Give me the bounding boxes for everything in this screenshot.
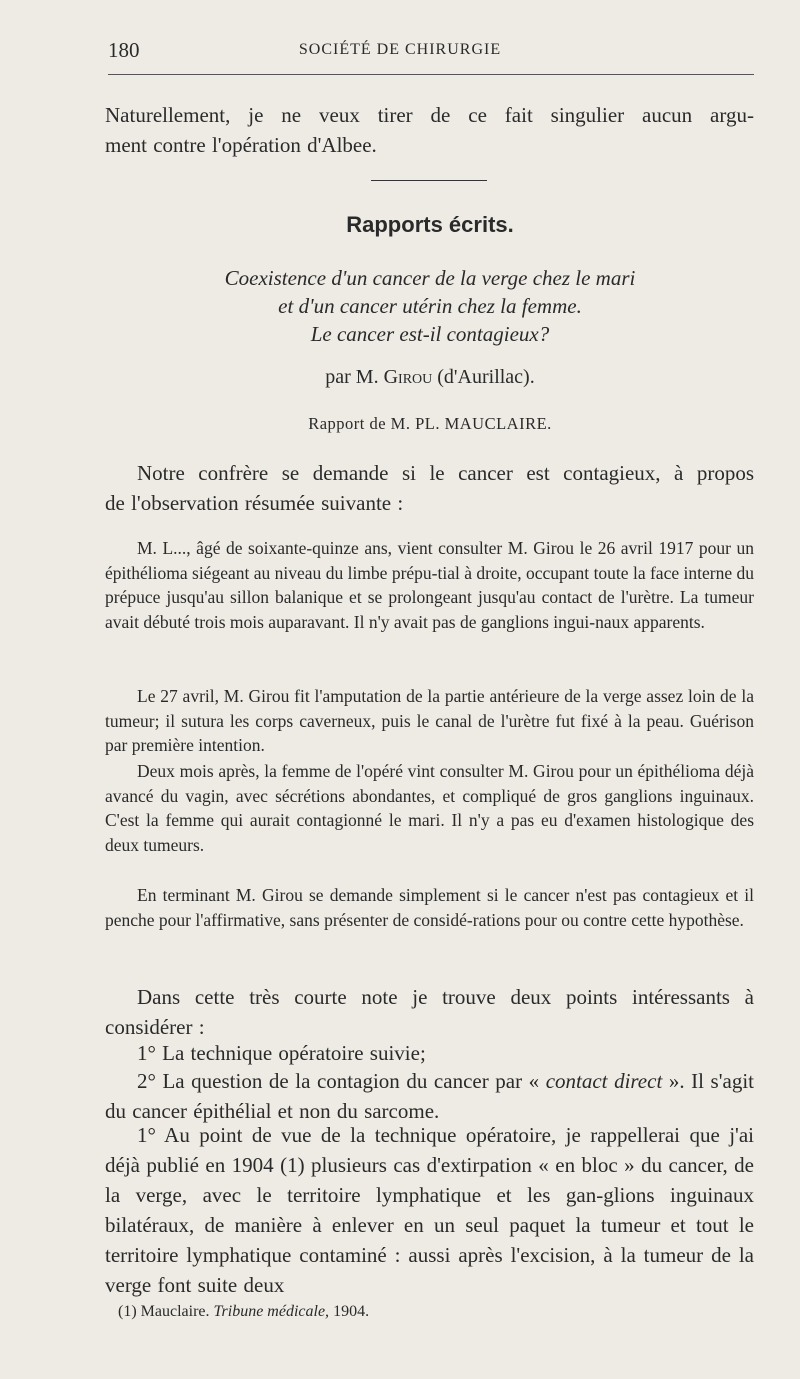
running-title: SOCIÉTÉ DE CHIRURGIE	[298, 41, 502, 58]
item-2-emphasis: contact direct	[545, 1069, 663, 1093]
lead-line-2: de l'observation résumée suivante :	[105, 491, 404, 515]
intro-line-1: Naturellement, je ne veux tirer de ce fait singulier aucun argu-	[105, 103, 754, 127]
item-2-before: 2° La question de la contagion du cancer par «	[137, 1069, 546, 1093]
discussion-item-2	[105, 1066, 754, 1126]
discussion-item-1: 1° La technique opératoire suivie;	[137, 1041, 426, 1065]
intro-line-2: ment contre l'opération d'Albee.	[105, 133, 377, 157]
running-head	[0, 38, 800, 68]
discussion-paragraph-1: Dans cette très courte note je trouve deux points intéressants à considérer :	[105, 985, 754, 1039]
observation-paragraph-4: En terminant M. Girou se demande simplement si le cancer n'est pas contagieux et il penche pour l'affirmative, sans présenter de considé-rations pour ou contre cette hypothèse.	[105, 885, 754, 930]
footnote	[118, 1303, 369, 1321]
footnote-year: 1904.	[333, 1303, 370, 1320]
article-title	[0, 264, 800, 348]
page-number: 180	[108, 38, 140, 62]
lead-line-1: Notre confrère se demande si le cancer est contagieux, à propos	[137, 461, 754, 485]
separator-rule	[371, 180, 487, 181]
byline	[0, 366, 800, 389]
byline-author: Girou	[383, 366, 433, 388]
byline-place: (d'Aurillac).	[437, 366, 535, 388]
observation-paragraph-2: Le 27 avril, M. Girou fit l'amputation de la partie antérieure de la verge assez loin de la tumeur; il sutura les corps caverneux, puis le canal de l'urètre fut fixé à la peau. Guérison par première intention.	[105, 686, 754, 755]
report-by: Rapport de M. PL. MAUCLAIRE.	[308, 414, 552, 433]
byline-prefix: par M.	[325, 366, 379, 388]
observation-paragraph-3: Deux mois après, la femme de l'opéré vint consulter M. Girou pour un épithélioma déjà avancé du vagin, avec sécrétions abondantes, et compliqué de gros ganglions inguinaux. C'est la femme qui aurait contagionné le mari. Il n'y a pas eu d'examen histologique des deux tumeurs.	[105, 761, 754, 855]
footnote-journal: Tribune médicale,	[213, 1303, 330, 1320]
header-rule	[108, 74, 754, 75]
observation-paragraph-1: M. L..., âgé de soixante-quinze ans, vient consulter M. Girou le 26 avril 1917 pour un épithélioma siégeant au niveau du limbe prépu-tial à droite, occupant toute la face interne du prépuce jusqu'au sillon balanique et se prolongeant jusqu'au contact de l'urètre. La tumeur avait débuté trois mois auparavant. Il n'y avait pas de ganglions ingui-naux apparents.	[105, 538, 754, 632]
section-title: Rapports écrits.	[346, 212, 514, 237]
article-title-line-1: Coexistence d'un cancer de la verge chez le mari	[224, 266, 636, 290]
item-2-after: ». Il s'agit du cancer épithélial et non du sarcome.	[105, 1069, 754, 1123]
article-title-line-2: et d'un cancer utérin chez la femme.	[278, 294, 582, 318]
discussion-paragraph-2: 1° Au point de vue de la technique opératoire, je rappellerai que j'ai déjà publié en 1904 (1) plusieurs cas d'extirpation « en bloc » du cancer, de la verge, avec le territoire lymphatique et les gan-glions inguinaux bilatéraux, de manière à enlever en un seul paquet la tumeur et tout le territoire lymphatique contaminé : aussi après l'excision, à la tumeur de la verge font suite deux	[105, 1123, 754, 1297]
footnote-prefix: (1) Mauclaire.	[118, 1303, 210, 1320]
article-title-line-3: Le cancer est-il contagieux?	[310, 322, 550, 346]
